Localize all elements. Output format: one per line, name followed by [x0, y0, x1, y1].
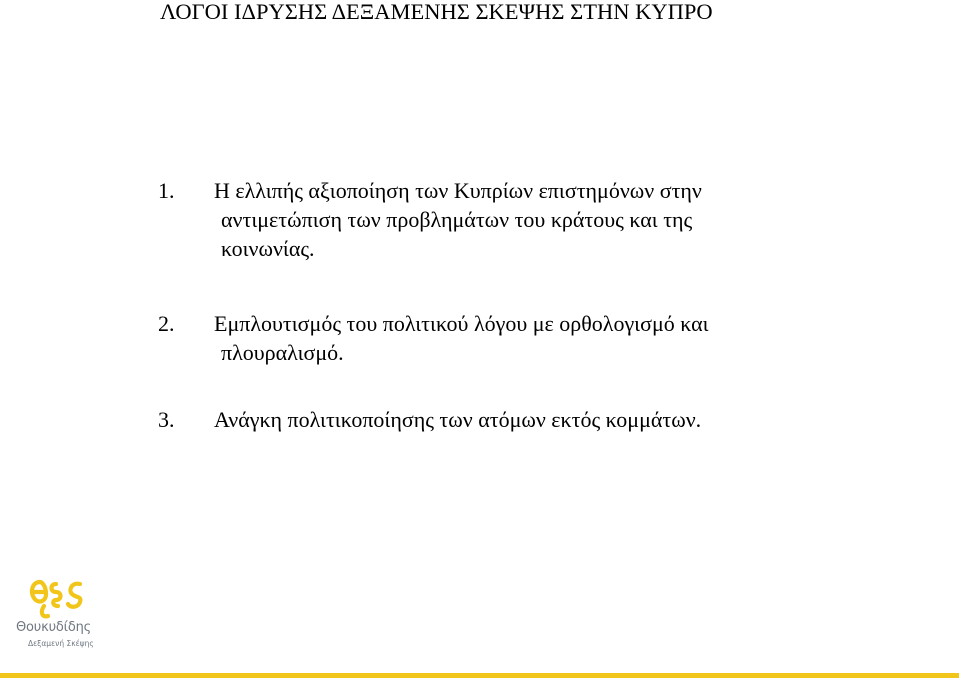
- item-text-line: αντιμετώπιση των προβλημάτων του κράτους και της: [221, 207, 693, 232]
- item-text-line: κοινωνίας.: [221, 236, 315, 261]
- item-number: 1.: [158, 178, 175, 203]
- item-number: 3.: [158, 407, 175, 432]
- thoukydidis-logo: [14, 576, 98, 654]
- item-number: 2.: [158, 311, 175, 336]
- logo-name: Θουκυδίδης: [16, 620, 92, 635]
- item-text-line: Ανάγκη πολιτικοποίησης των ατόμων εκτός κομμάτων.: [214, 407, 702, 432]
- item-text-line: Εμπλουτισμός του πολιτικού λόγου με ορθολογισμό και: [214, 311, 709, 336]
- item-text-line: πλουραλισμό.: [221, 340, 344, 365]
- thoukydidis-monogram-icon: [26, 576, 88, 620]
- logo-subtitle: Δεξαμενή Σκέψης: [28, 639, 94, 648]
- footer-accent-bar: [0, 673, 959, 678]
- item-text-line: Η ελλιπής αξιοποίηση των Κυπρίων επιστημόνων στην: [214, 178, 702, 203]
- page-title: ΛΟΓΟΙ ΙΔΡΥΣΗΣ ΔΕΞΑΜΕΝΗΣ ΣΚΕΨΗΣ ΣΤΗΝ ΚΥΠΡΟ: [160, 0, 713, 24]
